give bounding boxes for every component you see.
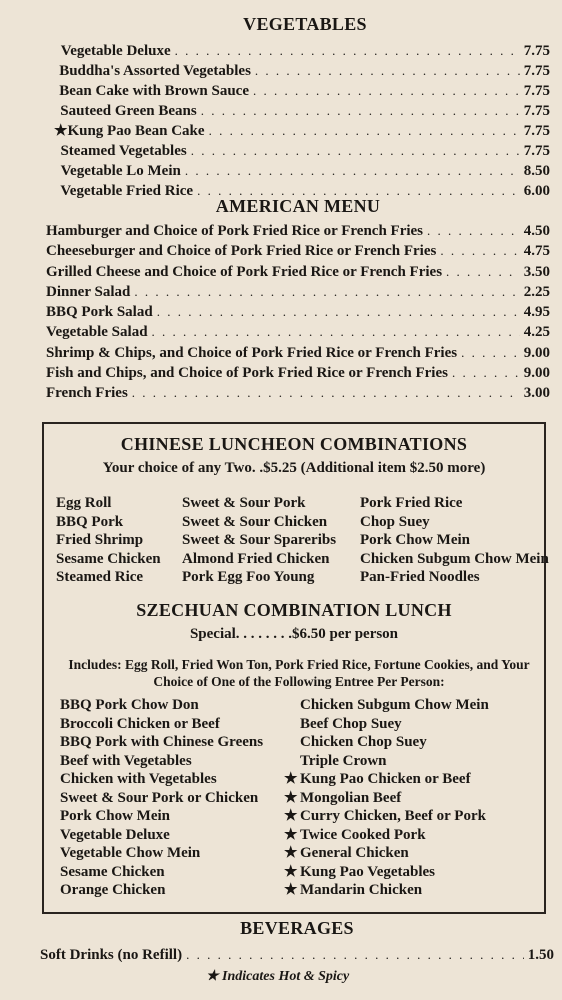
luncheon-column-2 bbox=[182, 494, 336, 587]
dot-leader bbox=[427, 221, 520, 241]
dot-leader bbox=[253, 81, 520, 100]
item-price: 3.50 bbox=[523, 263, 550, 280]
hot-spicy-star-icon: ★ bbox=[284, 789, 298, 806]
item-name: Kung Pao Bean Cake bbox=[67, 123, 205, 139]
menu-item bbox=[46, 302, 550, 322]
hot-spicy-star-icon: ★ bbox=[284, 845, 298, 861]
entree-name: Sesame Chicken bbox=[60, 863, 165, 880]
luncheon-choice: Almond Fried Chicken bbox=[182, 550, 330, 567]
item-price: 8.50 bbox=[523, 163, 550, 179]
item-name: Soft Drinks (no Refill) bbox=[40, 947, 183, 963]
item-name: Vegetable Salad bbox=[46, 324, 148, 341]
entree-item bbox=[300, 715, 489, 734]
menu-item bbox=[46, 383, 550, 403]
menu-item bbox=[46, 343, 550, 363]
luncheon-choice: Steamed Rice bbox=[56, 569, 144, 585]
entree-name: Orange Chicken bbox=[60, 882, 166, 898]
item-price: 7.75 bbox=[523, 103, 550, 119]
luncheon-choice: BBQ Pork bbox=[56, 513, 124, 530]
item-name: Bean Cake with Brown Sauce bbox=[59, 83, 249, 99]
vegetables-section bbox=[50, 14, 550, 201]
entree-item bbox=[60, 807, 263, 826]
menu-item bbox=[54, 121, 550, 141]
entree-item bbox=[300, 733, 489, 752]
luncheon-column-3 bbox=[360, 494, 549, 587]
beverages-section bbox=[40, 918, 554, 965]
item-name: Vegetable Deluxe bbox=[60, 43, 171, 59]
entree-item bbox=[300, 696, 489, 715]
dot-leader bbox=[152, 322, 520, 342]
item-price: 3.00 bbox=[523, 385, 550, 402]
menu-item bbox=[60, 141, 550, 161]
entree-name: Sweet & Sour Pork or Chicken bbox=[60, 789, 259, 806]
entree-name: Kung Pao Vegetables bbox=[300, 863, 436, 880]
entree-item bbox=[60, 770, 263, 789]
szechuan-special-price: Special. . . . . . . .$6.50 per person bbox=[189, 626, 399, 642]
item-name: Fish and Chips, and Choice of Pork Fried Rice or French Fries bbox=[46, 365, 448, 382]
hot-spicy-star-icon: ★ bbox=[284, 826, 298, 843]
entree-name: BBQ Pork with Chinese Greens bbox=[60, 734, 264, 750]
szechuan-includes-text: Includes: Egg Roll, Fried Won Ton, Pork Fried Rice, Fortune Cookies, and Your Choice of One of the Following Entree Per Person: bbox=[68, 657, 530, 689]
entree-name: Kung Pao Chicken or Beef bbox=[300, 771, 471, 787]
dot-leader bbox=[185, 161, 520, 180]
entree-item bbox=[60, 752, 263, 771]
item-price: 7.75 bbox=[523, 123, 550, 139]
entree-item bbox=[284, 881, 489, 900]
item-price: 7.75 bbox=[523, 43, 550, 59]
item-price: 6.00 bbox=[523, 183, 550, 199]
entree-name: BBQ Pork Chow Don bbox=[60, 697, 199, 713]
entree-name: General Chicken bbox=[300, 845, 409, 861]
item-name: Shrimp & Chips, and Choice of Pork Fried Rice or French Fries bbox=[46, 344, 458, 361]
item-name: Steamed Vegetables bbox=[60, 143, 187, 159]
entree-name: Mandarin Chicken bbox=[300, 882, 423, 898]
item-price: 2.25 bbox=[523, 283, 550, 300]
dot-leader bbox=[255, 61, 520, 80]
luncheon-choice: Fried Shrimp bbox=[56, 532, 144, 548]
item-name: Grilled Cheese and Choice of Pork Fried Rice or French Fries bbox=[46, 263, 443, 280]
item-price: 4.50 bbox=[523, 223, 550, 239]
combinations-box bbox=[42, 422, 549, 914]
item-name: Vegetable Lo Mein bbox=[60, 163, 181, 179]
dot-leader bbox=[201, 101, 520, 120]
entree-item bbox=[284, 863, 489, 882]
entree-name: Chicken Subgum Chow Mein bbox=[300, 697, 489, 713]
hot-spicy-star-icon: ★ bbox=[54, 123, 68, 139]
menu-item bbox=[46, 363, 550, 383]
szechuan-heading: SZECHUAN COMBINATION LUNCH bbox=[136, 600, 452, 620]
menu-item bbox=[60, 41, 550, 61]
item-price: 9.00 bbox=[523, 365, 550, 382]
entree-name: Mongolian Beef bbox=[300, 789, 402, 806]
entree-name: Vegetable Chow Mein bbox=[60, 845, 201, 861]
item-name: French Fries bbox=[46, 385, 128, 402]
entree-item bbox=[300, 752, 489, 771]
dot-leader bbox=[461, 343, 520, 363]
item-name: Dinner Salad bbox=[46, 283, 131, 300]
luncheon-choice: Sweet & Sour Chicken bbox=[182, 513, 328, 530]
luncheon-choice: Sesame Chicken bbox=[56, 550, 161, 567]
dot-leader bbox=[452, 363, 520, 383]
luncheon-choice: Chicken Subgum Chow Mein bbox=[360, 550, 549, 567]
luncheon-subheading: Your choice of any Two. .$5.25 (Additional item $2.50 more) bbox=[102, 460, 486, 476]
item-name: BBQ Pork Salad bbox=[46, 304, 153, 321]
item-name: Sauteed Green Beans bbox=[60, 103, 197, 119]
entree-item bbox=[284, 807, 489, 826]
menu-item bbox=[46, 282, 550, 302]
entree-name: Pork Chow Mein bbox=[60, 808, 170, 824]
hot-spicy-star-icon: ★ bbox=[284, 808, 298, 824]
dot-leader bbox=[132, 383, 520, 403]
item-price: 1.50 bbox=[527, 947, 554, 963]
item-price: 7.75 bbox=[523, 83, 550, 99]
menu-item bbox=[60, 161, 550, 181]
item-name: Hamburger and Choice of Pork Fried Rice or French Fries bbox=[46, 223, 424, 239]
entree-name: Curry Chicken, Beef or Pork bbox=[300, 808, 486, 824]
entree-name: Vegetable Deluxe bbox=[60, 826, 170, 843]
entree-item bbox=[284, 826, 489, 845]
entree-name: Twice Cooked Pork bbox=[300, 826, 426, 843]
dot-leader bbox=[209, 121, 520, 140]
entree-item bbox=[60, 863, 263, 882]
entree-item bbox=[60, 789, 263, 808]
entree-item bbox=[60, 826, 263, 845]
entree-item bbox=[60, 844, 263, 863]
item-price: 7.75 bbox=[523, 143, 550, 159]
menu-item bbox=[46, 262, 550, 282]
luncheon-choice: Pan-Fried Noodles bbox=[360, 569, 480, 585]
menu-item bbox=[46, 241, 550, 261]
entree-name: Chicken with Vegetables bbox=[60, 771, 217, 787]
dot-leader bbox=[157, 302, 520, 322]
entree-name: Chicken Chop Suey bbox=[300, 734, 427, 750]
hot-spicy-star-icon: ★ bbox=[284, 863, 298, 880]
item-price: 4.75 bbox=[523, 243, 550, 260]
entree-item bbox=[60, 733, 263, 752]
menu-item bbox=[46, 322, 550, 342]
luncheon-choice: Chop Suey bbox=[360, 513, 430, 530]
item-name: Vegetable Fried Rice bbox=[60, 183, 194, 199]
entree-name: Beef with Vegetables bbox=[60, 752, 192, 769]
american-menu-list bbox=[46, 221, 550, 404]
entree-item bbox=[284, 789, 489, 808]
entree-name: Beef Chop Suey bbox=[300, 715, 402, 732]
entree-item bbox=[60, 715, 263, 734]
vegetables-heading: VEGETABLES bbox=[243, 14, 367, 34]
hot-spicy-star-icon: ★ bbox=[284, 882, 298, 898]
hot-spicy-legend: ★ Indicates Hot & Spicy bbox=[206, 969, 350, 984]
luncheon-choice: Pork Fried Rice bbox=[360, 495, 463, 511]
dot-leader bbox=[134, 282, 519, 302]
entree-item bbox=[60, 881, 263, 900]
menu-item bbox=[59, 81, 550, 101]
item-price: 4.95 bbox=[523, 304, 550, 321]
item-name: Buddha's Assorted Vegetables bbox=[59, 63, 251, 79]
dot-leader bbox=[446, 262, 520, 282]
dot-leader bbox=[186, 945, 524, 964]
dot-leader bbox=[440, 241, 519, 261]
luncheon-choice: Sweet & Sour Spareribs bbox=[182, 532, 337, 548]
menu-item bbox=[46, 221, 550, 241]
beverages-heading: BEVERAGES bbox=[240, 918, 354, 938]
item-price: 7.75 bbox=[523, 63, 550, 79]
luncheon-choice: Pork Chow Mein bbox=[360, 532, 470, 548]
american-menu-heading: AMERICAN MENU bbox=[215, 196, 381, 216]
item-price: 9.00 bbox=[523, 344, 550, 361]
luncheon-choice: Egg Roll bbox=[56, 495, 112, 511]
menu-item bbox=[59, 61, 550, 81]
entree-item bbox=[284, 844, 489, 863]
luncheon-choice: Sweet & Sour Pork bbox=[182, 495, 306, 511]
menu-item bbox=[40, 945, 554, 965]
entree-name: Broccoli Chicken or Beef bbox=[60, 715, 220, 732]
luncheon-heading: CHINESE LUNCHEON COMBINATIONS bbox=[120, 434, 468, 454]
american-menu-section bbox=[46, 196, 550, 404]
entree-item bbox=[60, 696, 263, 715]
dot-leader bbox=[191, 141, 520, 160]
hot-spicy-star-icon: ★ bbox=[284, 771, 298, 787]
dot-leader bbox=[175, 41, 520, 60]
luncheon-column-1 bbox=[56, 494, 161, 587]
vegetables-list bbox=[50, 41, 550, 201]
luncheon-choice: Pork Egg Foo Young bbox=[182, 569, 315, 585]
menu-item bbox=[60, 101, 550, 121]
entree-item bbox=[284, 770, 489, 789]
szechuan-entree-column-right bbox=[284, 696, 489, 900]
item-price: 4.25 bbox=[523, 324, 550, 341]
szechuan-entree-column-left bbox=[60, 696, 263, 900]
item-name: Cheeseburger and Choice of Pork Fried Rice or French Fries bbox=[46, 243, 437, 260]
entree-name: Triple Crown bbox=[300, 752, 387, 769]
